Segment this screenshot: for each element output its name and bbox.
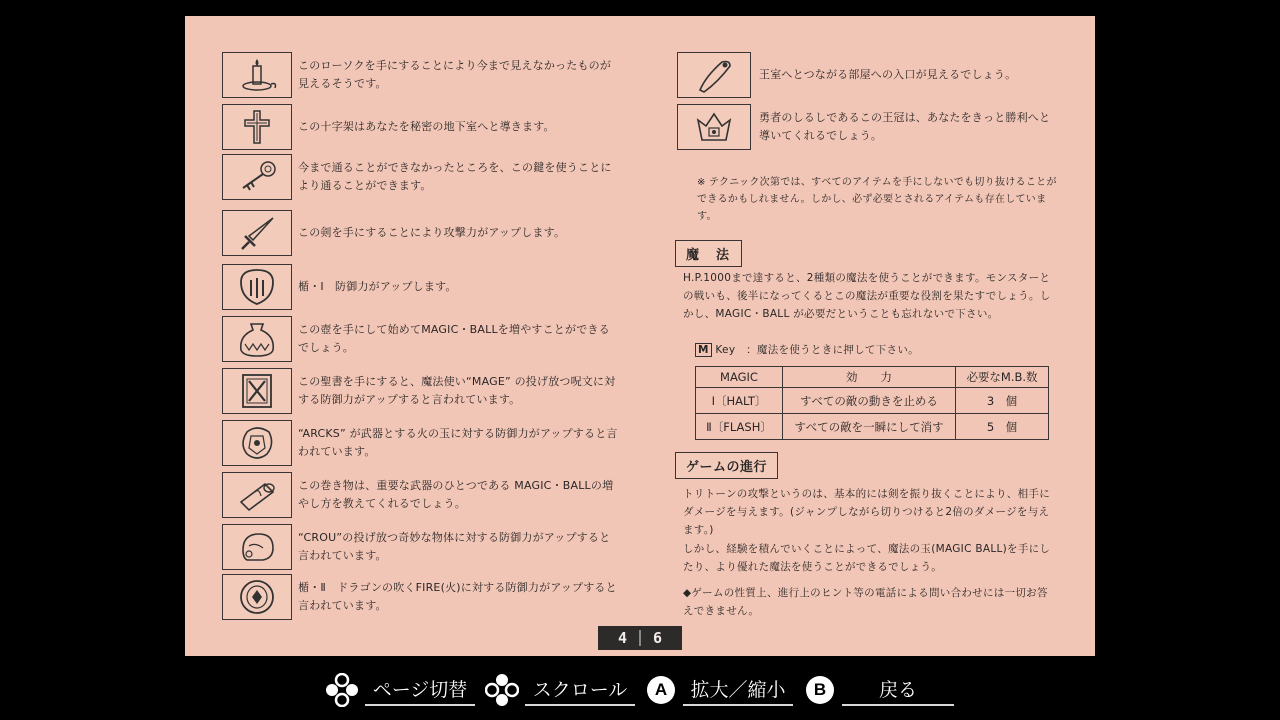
table-cell: すべての敵を一瞬にして消す (783, 414, 956, 440)
dpad-icon (325, 673, 359, 707)
table-row (696, 388, 1049, 414)
cross-icon (222, 104, 292, 150)
shield-icon (222, 264, 292, 310)
item-description: 勇者のしるしであるこの王冠は、あなたをきっと勝利へと導いてくれるでしょう。 (759, 111, 1051, 142)
magic-key-line (695, 341, 1055, 359)
key-icon (222, 154, 292, 200)
item-description: この十字架はあなたを秘密の地下室へと導きます。 (298, 120, 555, 133)
item-description: “CROU”の投げ放つ奇妙な物体に対する防御力がアップすると言われています。 (298, 531, 611, 562)
item-description: 王室へとつながる部屋への入口が見えるでしょう。 (759, 68, 1017, 81)
table-cell: Ⅰ〔HALT〕 (696, 388, 783, 414)
item-description: “ARCKS” が武器とする火の玉に対する防御力がアップすると言われています。 (298, 427, 618, 458)
manual-page-spread (185, 16, 1095, 656)
progress-heading: ゲームの進行 (675, 452, 778, 479)
table-cell: 5 個 (956, 414, 1049, 440)
page-number-left: 4 (617, 629, 627, 647)
page-switch-control[interactable] (325, 672, 475, 708)
amulet-icon (222, 420, 292, 466)
magic-table (695, 366, 1049, 440)
page-number-right: 6 (653, 629, 663, 647)
table-cell: すべての敵の動きを止める (783, 388, 956, 414)
item-description: この壺を手にして始めてMAGIC・BALLを増やすことができるでしょう。 (298, 323, 610, 354)
progress-notice: ◆ゲームの性質上、進行上のヒント等の電話による問い合わせには一切お答えできません。 (683, 587, 1048, 617)
table-row (696, 414, 1049, 440)
page-number-divider (639, 630, 641, 646)
table-cell: Ⅱ〔FLASH〕 (696, 414, 783, 440)
shield-2-icon (222, 574, 292, 620)
candle-icon (222, 52, 292, 98)
technique-note: ※ テクニック次第では、すべてのアイテムを手にしないでも切り抜けることができるかもしれません。しかし、必ず必要とされるアイテムも存在しています。 (697, 177, 1057, 222)
scripture-icon (222, 368, 292, 414)
back-label: 戻る (842, 675, 954, 706)
item-description: この巻き物は、重要な武器のひとつである MAGIC・BALLの増やし方を教えてくれるでしょう。 (298, 479, 614, 510)
magic-table-header (696, 367, 1049, 388)
m-key-badge: M (695, 343, 712, 357)
table-header-cell: 必要なM.B.数 (956, 367, 1049, 388)
scroll-control[interactable] (485, 672, 635, 708)
dpad-icon (485, 673, 519, 707)
m-key-description: Key ：魔法を使うときに押して下さい。 (715, 344, 919, 356)
item-description: 楯・Ⅱ ドラゴンの吹くFIRE(火)に対する防御力がアップすると言われています。 (298, 581, 617, 612)
page-switch-label: ページ切替 (365, 675, 475, 706)
crown-icon (677, 104, 751, 150)
progress-paragraph-1: トリトーンの攻撃というのは、基本的には剣を振り抜くことにより、相手にダメージを与えます。(ジャンプしながら切りつけると2倍のダメージを与えます。) (683, 488, 1050, 536)
scroll-label: スクロール (525, 675, 635, 706)
b-button-icon: B (806, 676, 834, 704)
item-description: この剣を手にすることにより攻撃力がアップします。 (298, 226, 566, 239)
magic-paragraph: H.P.1000まで達すると、2種類の魔法を使うことができます。モンスターとの戦いも、後半になってくるとこの魔法が重要な役割を果たすでしょう。しかし、MAGIC・BALL が必要だということも忘れないで下さい。 (683, 272, 1051, 320)
pot-icon (222, 316, 292, 362)
scroll-icon (222, 472, 292, 518)
magic-heading: 魔 法 (675, 240, 742, 267)
item-description: この聖書を手にすると、魔法使い“MAGE” の投げ放つ呪文に対する防御力がアップすると言われています。 (298, 375, 616, 406)
page-number (598, 626, 682, 650)
item-description: 今まで通ることができなかったところを、この鍵を使うことにより通ることができます。 (298, 161, 612, 192)
table-header-cell: MAGIC (696, 367, 783, 388)
progress-paragraph-2: しかし、経験を積んでいくことによって、魔法の玉(MAGIC BALL)を手にしたり、より優れた魔法を使うことができるでしょう。 (683, 543, 1051, 573)
sword-icon (222, 210, 292, 256)
item-description: このローソクを手にすることにより今まで見えなかったものが見えるそうです。 (298, 59, 612, 90)
item-description: 楯・Ⅰ 防御力がアップします。 (298, 280, 457, 293)
control-hints-bar (0, 666, 1280, 720)
helmet-icon (222, 524, 292, 570)
zoom-control[interactable] (647, 672, 793, 708)
back-control[interactable] (806, 672, 954, 708)
zoom-label: 拡大／縮小 (683, 675, 793, 706)
feather-key-icon (677, 52, 751, 98)
a-button-icon: A (647, 676, 675, 704)
table-cell: 3 個 (956, 388, 1049, 414)
table-header-cell: 効 力 (783, 367, 956, 388)
